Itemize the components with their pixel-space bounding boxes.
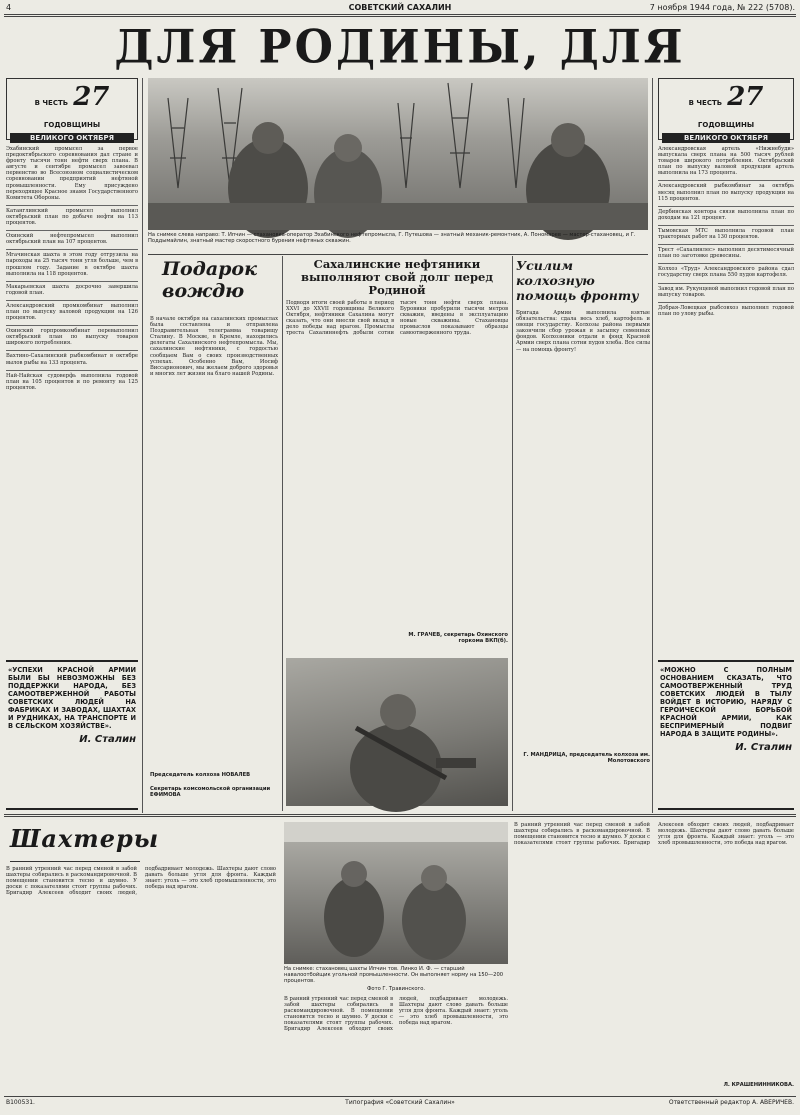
collective-article-title: Усилим колхозную помощь фронту (516, 258, 639, 303)
miners-article-title: Шахтеры (10, 822, 140, 862)
issue-date: 7 ноября 1944 года, № 222 (5708). (649, 3, 795, 12)
miner-image (286, 658, 508, 806)
mine-workers-photo (284, 822, 508, 964)
miners-article-body: В ранний утренний час перед сменой в забой шахтеры собирались в раскомандировочной. В помещении становится тесно и шумно. У доски с показателями стоят группы рабочих. Бригадир Алексеев обходит своих людей, подбадривает молодежь. Шахтеры дают слово давать больше угля для фронта. Каждый знает: уголь — это хлеб промышленности, это победа над врагом. (6, 866, 276, 897)
oil-workers-photo (148, 78, 648, 230)
news-item: Трест «Сахалинлес» выполнил десятимесячный план по заготовке древесины. (658, 247, 794, 260)
news-item: Александровский рыбкомбинат за октябрь месяц выполнил план по выпуску продукции на 115 процентов. (658, 183, 794, 202)
box-label: В ЧЕСТЬ (688, 99, 723, 107)
main-title: ДЛЯ РОДИНЫ, ДЛЯ (114, 20, 686, 75)
footer-code: В100531. (6, 1099, 35, 1106)
quote-text: «МОЖНО С ПОЛНЫМ ОСНОВАНИЕМ СКАЗАТЬ, ЧТО САМООТВЕРЖЕННЫЙ ТРУД СОВЕТСКИХ ЛЮДЕЙ В ТЫЛУ ВОЙДЕТ В ИСТОРИЮ, НАРЯДУ С ГЕРОИЧЕСКОЙ БОРЬБОЙ КРАСНОЙ АРМИИ, КАК БЕСПРИМЕРНЫЙ ПОДВИГ НАРОДА В ЗАЩИТЕ РОДИНЫ». (660, 666, 792, 738)
stalin-quote-left (6, 660, 138, 810)
footer-printer: Типография «Советский Сахалин» (345, 1099, 455, 1106)
gift-article-sign2: Секретарь комсомольской организации ЕФИМОВА (150, 786, 271, 799)
mine-workers-image (284, 822, 508, 964)
box-label: ГОДОВЩИНЫ (43, 121, 101, 129)
box-label: ГОДОВЩИНЫ (697, 121, 755, 129)
news-item: Най-Найская судоверфь выполнила годовой план на 105 процентов и по ремонту на 125 процентов. (6, 372, 138, 391)
anniversary-box-right (658, 78, 794, 140)
gift-article-title: Подарок вождю (162, 258, 257, 302)
news-item: Завод им. Рукунцевой выполнил годовой план по выпуску товаров. (658, 285, 794, 298)
miners-article-continued: В ранний утренний час перед сменой в забой шахтеры собирались в раскомандировочной. В помещении становится тесно и шумно. У доски с показателями стоят группы рабочих. Бригадир Алексеев обходит своих людей, подбадривает молодежь. Шахтеры дают слово давать больше угля для фронта. Каждый знает: уголь — это хлеб промышленности, это победа над врагом. (284, 996, 508, 1033)
right-column-news (658, 146, 794, 658)
box-label: В ЧЕСТЬ (34, 99, 69, 107)
news-item: Мгачинская шахта в этом году отгрузила на пароходы на 25 тысяч тонн угля больше, чем в прошлом году. Задание в октябре шахта выполнила на 118 процентов. (6, 252, 138, 277)
footer-editor: Ответственный редактор А. АВЕРИЧЕВ. (668, 1099, 794, 1106)
quote-text: «УСПЕХИ КРАСНОЙ АРМИИ БЫЛИ БЫ НЕВОЗМОЖНЫ БЕЗ ПОДДЕРЖКИ НАРОДА, БЕЗ САМООТВЕРЖЕННОЙ РАБОТЫ СОВЕТСКИХ ЛЮДЕЙ НА ФАБРИКАХ И ЗАВОДАХ, ШАХТАХ И РУДНИКАХ, НА ТРАНСПОРТЕ И В СЕЛЬСКОМ ХОЗЯЙСТВЕ». (8, 666, 136, 730)
news-item: Охинский горпромкомбинат перевыполнил октябрьский план по выпуску товаров широкого потребления. (6, 328, 138, 347)
collective-article-body: Бригада Армии выполнила взятые обязательства: сдала весь хлеб, картофель и овощи государству. Колхозы района первыми закончили сбор урожая и засыпку семенных фондов. Колхозники отдали в фонд Красной Армии сверх плана сотни пудов хлеба. Все силы — на помощь фронту! (516, 310, 650, 353)
mid-photo-caption: На снимке: стахановец шахты Ипчин тов. Линко И. Ф. — старший навалоотбойщик угольной промышленности. Он выполняет норму на 150—200 процентов. (284, 966, 504, 985)
news-item: Тымовская МТС выполнила годовой план тракторных работ на 130 процентов. (658, 227, 794, 241)
miners-article-right: В ранний утренний час перед сменой в забой шахтеры собирались в раскомандировочной. В помещении становится тесно и шумно. У доски с показателями стоят группы рабочих. Бригадир Алексеев обходит своих людей, подбадривает молодежь. Шахтеры дают слово давать больше угля для фронта. Каждый знает: уголь — это хлеб промышленности, это победа над врагом. (514, 822, 794, 847)
news-item: Охинский нефтепромысел выполнил октябрьский план на 107 процентов. (6, 233, 138, 246)
news-item: Александровская артель «Нижнебуди» выпускала сверх плана на 500 тысяч рублей товаров широкого потребления. Октябрьский план по выпуску валовой продукции артель выполнила на 173 процента. (658, 146, 794, 177)
miner-photo (286, 658, 508, 806)
oil-article-title: Сахалинские нефтяники выполняют свой долг перед Родиной (301, 257, 493, 297)
news-item: Эхабинский промысел за первое предоктябрьского соревнования дал стране и фронту тысячи тонн нефти сверх плана. В августе и сентябре промысел завоевал первенство во Всесоюзном социалистическом соревновании предприятий нефтяной промышленности. Ему присуждено переходящее Красное знамя Государственного Комитета Обороны. (6, 146, 138, 201)
quote-signature: И. Сталин (79, 734, 136, 745)
newspaper-name: СОВЕТСКИЙ САХАЛИН (348, 3, 452, 12)
gift-article-body: В начале октября на сахалинских промыслах была составлена и отправлена Поздравительная телеграмма товарищу Сталину. В Москве, в Кремле, находились делегаты Сахалинского нефтепромысла. Мы, сахалинские нефтяники, с гордостью сообщаем Вам о своих производственных успехах. Особенно Вам, Иосиф Виссарионович, мы желаем доброго здоровья и многих лет жизни на благо нашей Родины. (150, 316, 278, 377)
box-number: 27 (727, 82, 764, 112)
box-subtitle: ВЕЛИКОГО ОКТЯБРЯ (662, 133, 790, 143)
gift-article-sign1: Председатель колхоза НОВАЛЕВ (150, 772, 251, 778)
news-item: Катангливский промысел выполнил октябрьский план по добыче нефти на 113 процентов. (6, 207, 138, 227)
oil-derricks-image (148, 78, 648, 230)
quote-signature: И. Сталин (735, 742, 792, 753)
top-photo-caption: На снимке слева направо: Т. Ипчин — стахановка-оператор Эхабинского нефтепромысла, Г. Путешова — знатный механик-ремонтник, А. Пономарев — мастер-стахановец, и Г. Поддымайлин, знатный мастер скоростного бурения нефтяных скважин. (148, 232, 636, 245)
page-number: 4 (6, 3, 12, 12)
news-item: Добрая-Ловецкая рыбсовхоз выполнил годовой план по улову рыбы. (658, 304, 794, 317)
news-item: Макарьевская шахта досрочно завершила годовой план. (6, 283, 138, 296)
stalin-quote-right (658, 660, 794, 810)
oil-article-sign: М. ГРАЧЕВ, секретарь Охинского горкома ВКП(б). (408, 632, 508, 645)
box-number: 27 (73, 82, 110, 112)
miners-article-sign: Л. КРАШЕНИННИКОВА. (723, 1082, 794, 1088)
news-item: Колхоз «Труд» Александровского района сдал государству сверх плана 550 пудов картофеля. (658, 266, 794, 279)
mid-photo-credit: Фото Г. Травинского. (366, 986, 426, 992)
anniversary-box-left (6, 78, 138, 140)
news-item: Дербинская контора связи выполнила план по доходам на 121 процент. (658, 208, 794, 221)
left-column-news (6, 146, 138, 658)
oil-article-body: Подводя итоги своей работы в период XXVI до XXVII годовщины Великого Октября, нефтяники Сахалина могут сказать, что они внесли свой вклад в дело победы над врагом. Промыслы треста Сахалиннефть добыли сотни тысяч тонн нефти сверх плана. Буровики пробурили тысячи метров скважин, введены в эксплуатацию новые скважины. Стахановцы промыслов показывают образцы самоотверженного труда. (286, 300, 508, 337)
box-subtitle: ВЕЛИКОГО ОКТЯБРЯ (10, 133, 134, 143)
collective-article-sign: Г. МАНДРИЦА, председатель колхоза им. Молотовского (523, 752, 650, 765)
news-item: Александровский промкомбинат выполнил план по выпуску валовой продукции на 126 процентов. (6, 302, 138, 322)
news-item: Вахтино-Сахалинский рыбкомбинат в октябре вылов рыбы на 133 процента. (6, 353, 138, 366)
